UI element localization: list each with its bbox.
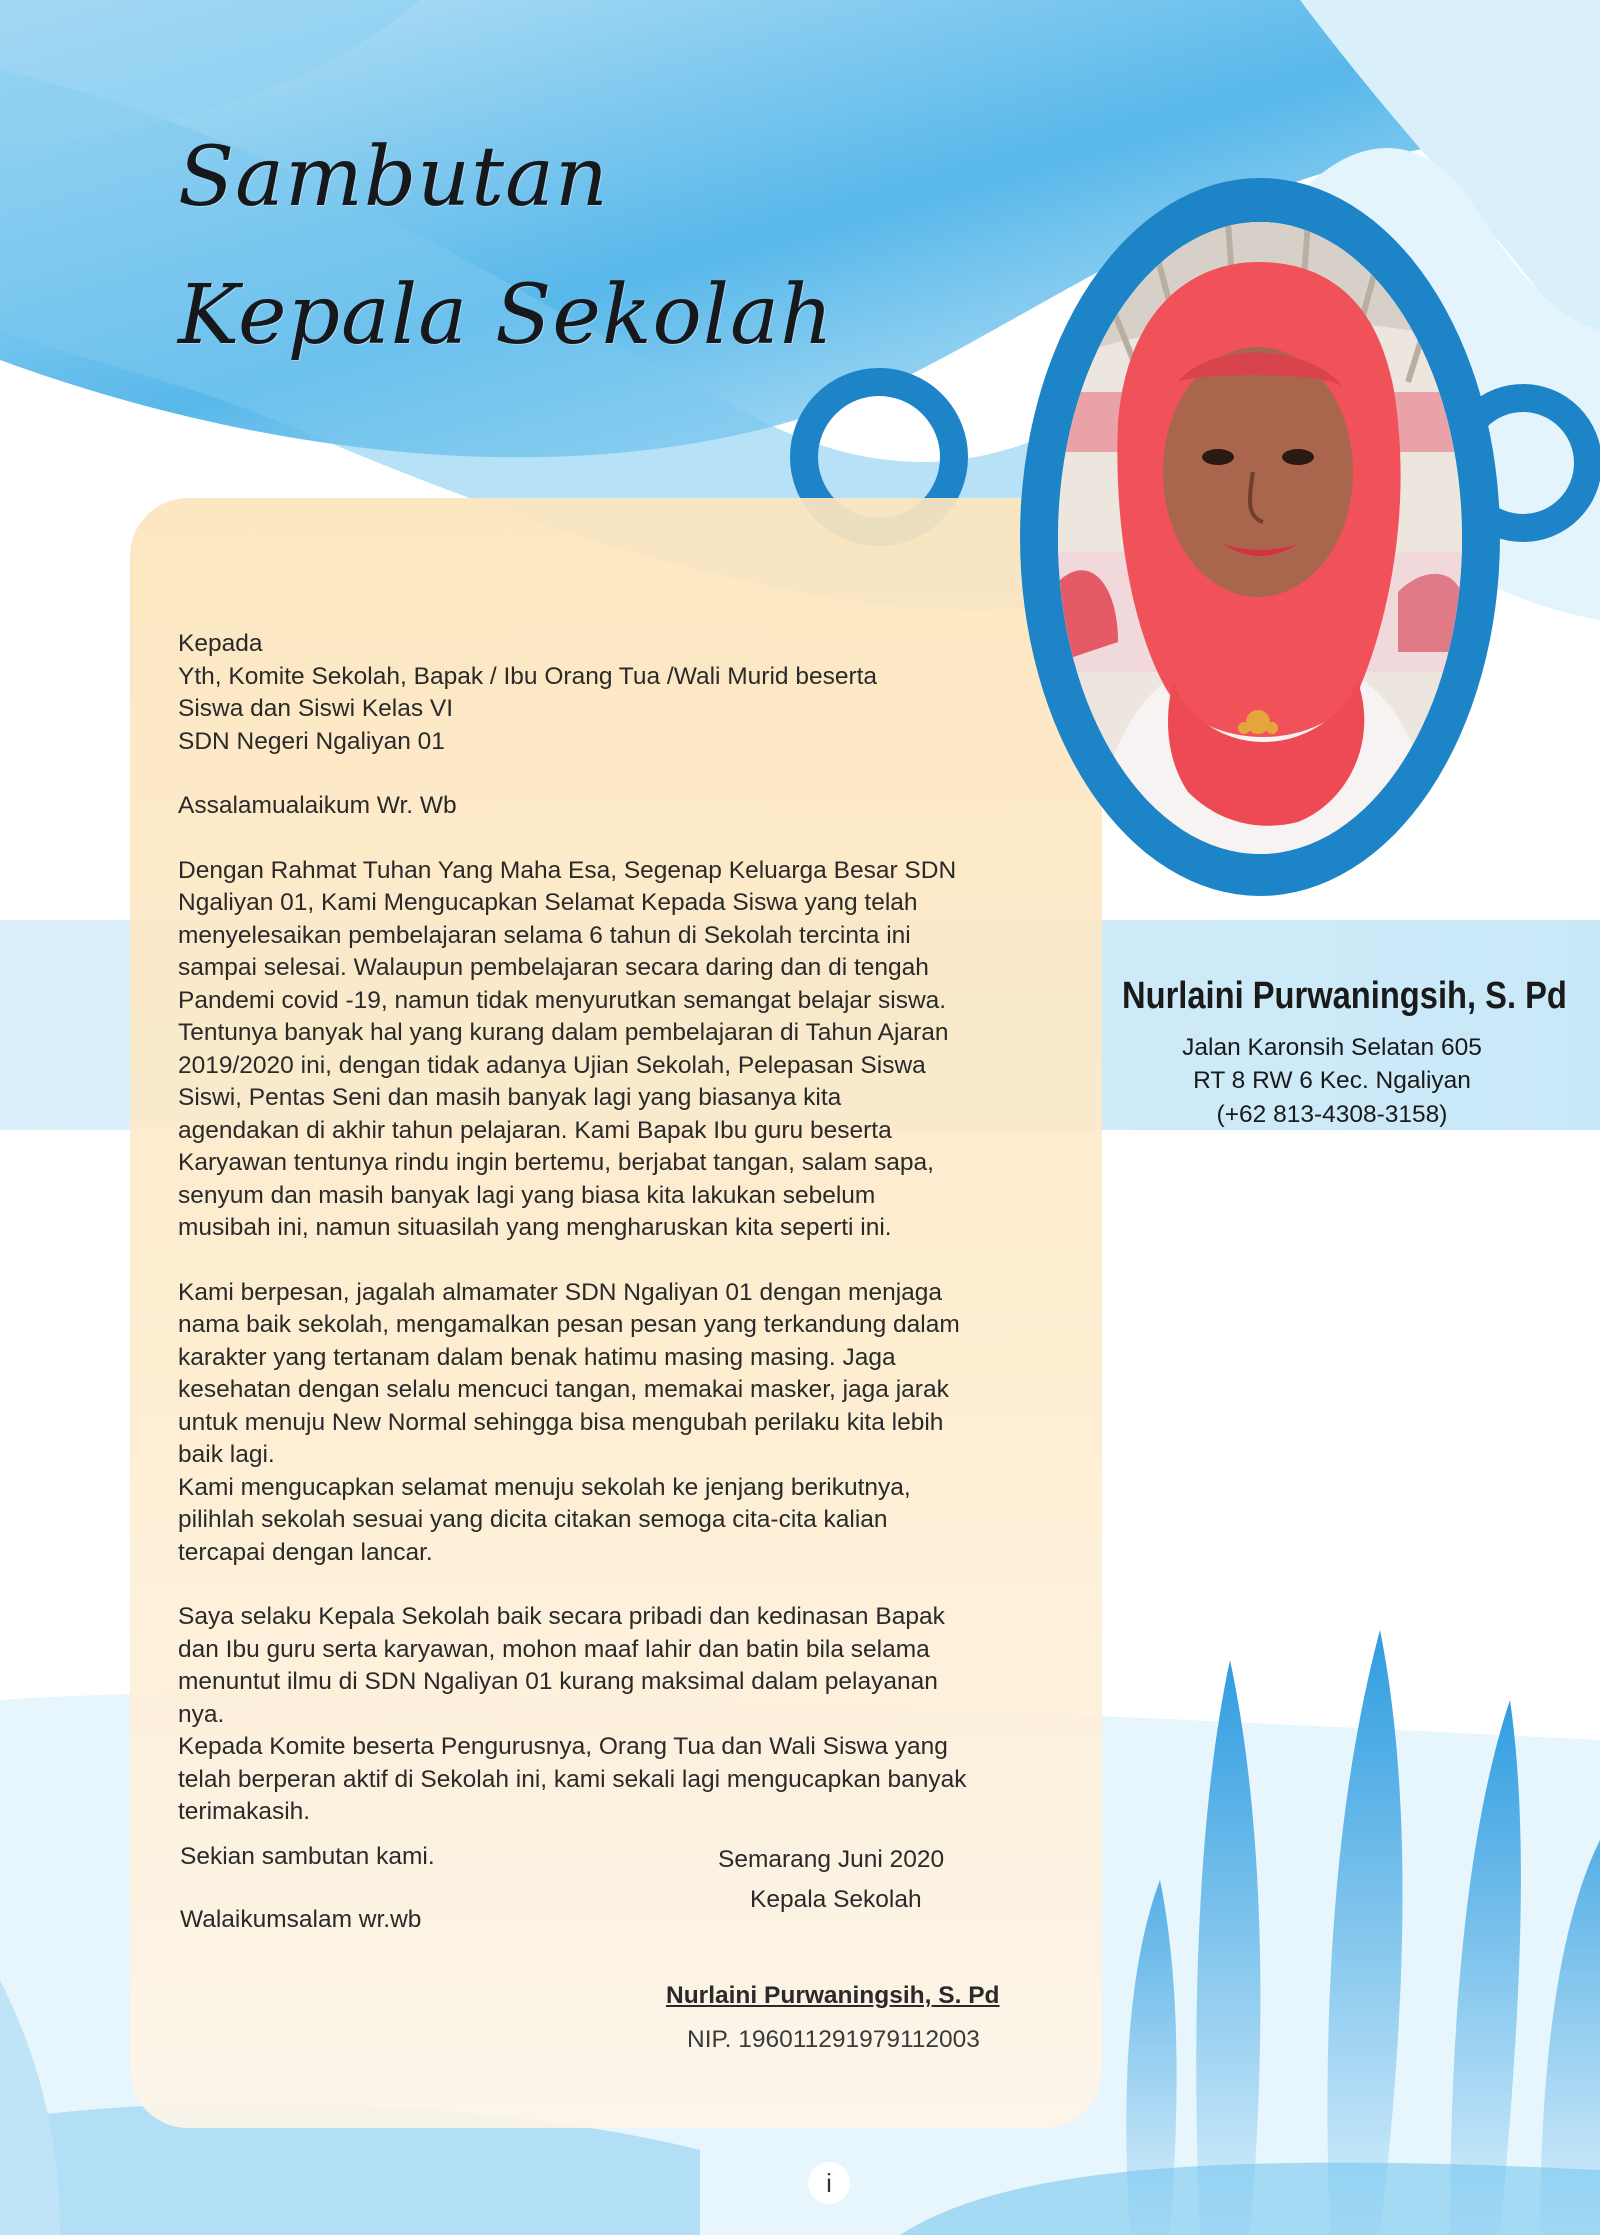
paragraph-2-line: nama baik sekolah, mengamalkan pesan pesan yang terkandung dalam [178,1311,960,1338]
paragraph-3-line: terimakasih. [178,1798,311,1825]
signature-place-date: Semarang Juni 2020 [718,1846,945,1873]
paragraph-2-line: baik lagi. [178,1441,275,1468]
paragraph-3-line: telah berperan aktif di Sekolah ini, kami sekali lagi mengucapkan banyak [178,1765,967,1793]
paragraph-1-line: Dengan Rahmat Tuhan Yang Maha Esa, Segenap Keluarga Besar SDN [178,856,957,884]
paragraph-1-line: 2019/2020 ini, dengan tidak adanya Ujian Sekolah, Pelepasan Siswa [178,1051,926,1079]
page-number: i [808,2162,850,2204]
closing-greeting: Walaikumsalam wr.wb [180,1906,422,1933]
paragraph-2-line: karakter yang tertanam dalam benak hatimu masing masing. Jaga [178,1343,896,1371]
paragraph-3-line: Saya selaku Kepala Sekolah baik secara pribadi dan kedinasan Bapak [178,1603,945,1630]
paragraph-2-line: untuk menuju New Normal sehingga bisa mengubah perilaku kita lebih [178,1408,944,1436]
paragraph-2-line: Kami mengucapkan selamat menuju sekolah ke jenjang berikutnya, [178,1473,911,1501]
closing-line: Sekian sambutan kami. [180,1843,435,1870]
portrait-photo [1058,222,1462,854]
recipient-line: Siswa dan Siswi Kelas VI [178,695,454,722]
recipient-line: Kepada [178,630,263,657]
paragraph-1-line: Tentunya banyak hal yang kurang dalam pembelajaran di Tahun Ajaran [178,1019,949,1046]
paragraph-3-line: Kepada Komite beserta Pengurusnya, Orang Tua dan Wali Siswa yang [178,1733,948,1760]
paragraph-3-line: dan Ibu guru serta karyawan, mohon maaf lahir dan batin bila selama [178,1635,930,1663]
profile-address-line-1: Jalan Karonsih Selatan 605 [1182,1034,1482,1061]
paragraph-1-line: Pandemi covid -19, namun tidak menyurutkan semangat belajar siswa. [178,986,947,1014]
profile-phone: (+62 813-4308-3158) [1216,1101,1448,1128]
profile-name: Nurlaini Purwaningsih, S. Pd [1122,975,1567,1017]
paragraph-1-line: senyum dan masih banyak lagi yang biasa kita lakukan sebelum [178,1181,876,1209]
page-title-line-1: Sambutan [178,130,609,225]
paragraph-2-line: kesehatan dengan selalu mencuci tangan, memakai masker, jaga jarak [178,1376,949,1403]
signature-name: Nurlaini Purwaningsih, S. Pd [666,1982,1000,2009]
opening-greeting: Assalamualaikum Wr. Wb [178,792,457,819]
page-title-line-2: Kepala Sekolah [178,268,834,363]
profile-address-line-2: RT 8 RW 6 Kec. Ngaliyan [1193,1067,1471,1094]
paragraph-1-line: Karyawan tentunya rindu ingin bertemu, berjabat tangan, salam sapa, [178,1149,934,1176]
paragraph-3-line: menuntut ilmu di SDN Ngaliyan 01 kurang maksimal dalam pelayanan [178,1668,938,1695]
letter-body [178,628,1048,1829]
paragraph-2-line: pilihlah sekolah sesuai yang dicita citakan semoga cita-cita kalian [178,1506,888,1533]
paragraph-1-line: Siswi, Pentas Seni dan masih banyak lagi yang biasanya kita [178,1084,842,1111]
paragraph-2-line: tercapai dengan lancar. [178,1538,433,1566]
paragraph-1-line: agendakan di akhir tahun pelajaran. Kami Bapak Ibu guru beserta [178,1116,892,1144]
paragraph-2-line: Kami berpesan, jagalah almamater SDN Ngaliyan 01 dengan menjaga [178,1278,943,1306]
paragraph-3-line: nya. [178,1700,225,1728]
paragraph-1-line: sampai selesai. Walaupun pembelajaran secara daring dan di tengah [178,954,929,981]
recipient-line: SDN Negeri Ngaliyan 01 [178,727,445,755]
paragraph-1-line: Ngaliyan 01, Kami Mengucapkan Selamat Kepada Siswa yang telah [178,889,918,916]
recipient-line: Yth, Komite Sekolah, Bapak / Ibu Orang Tua /Wali Murid beserta [178,662,878,690]
signature-role: Kepala Sekolah [750,1886,922,1913]
signature-nip: NIP. 196011291979112003 [687,2026,980,2053]
paragraph-1-line: menyelesaikan pembelajaran selama 6 tahun di Sekolah tercinta ini [178,921,911,949]
paragraph-1-line: musibah ini, namun situasilah yang mengharuskan kita seperti ini. [178,1214,892,1241]
